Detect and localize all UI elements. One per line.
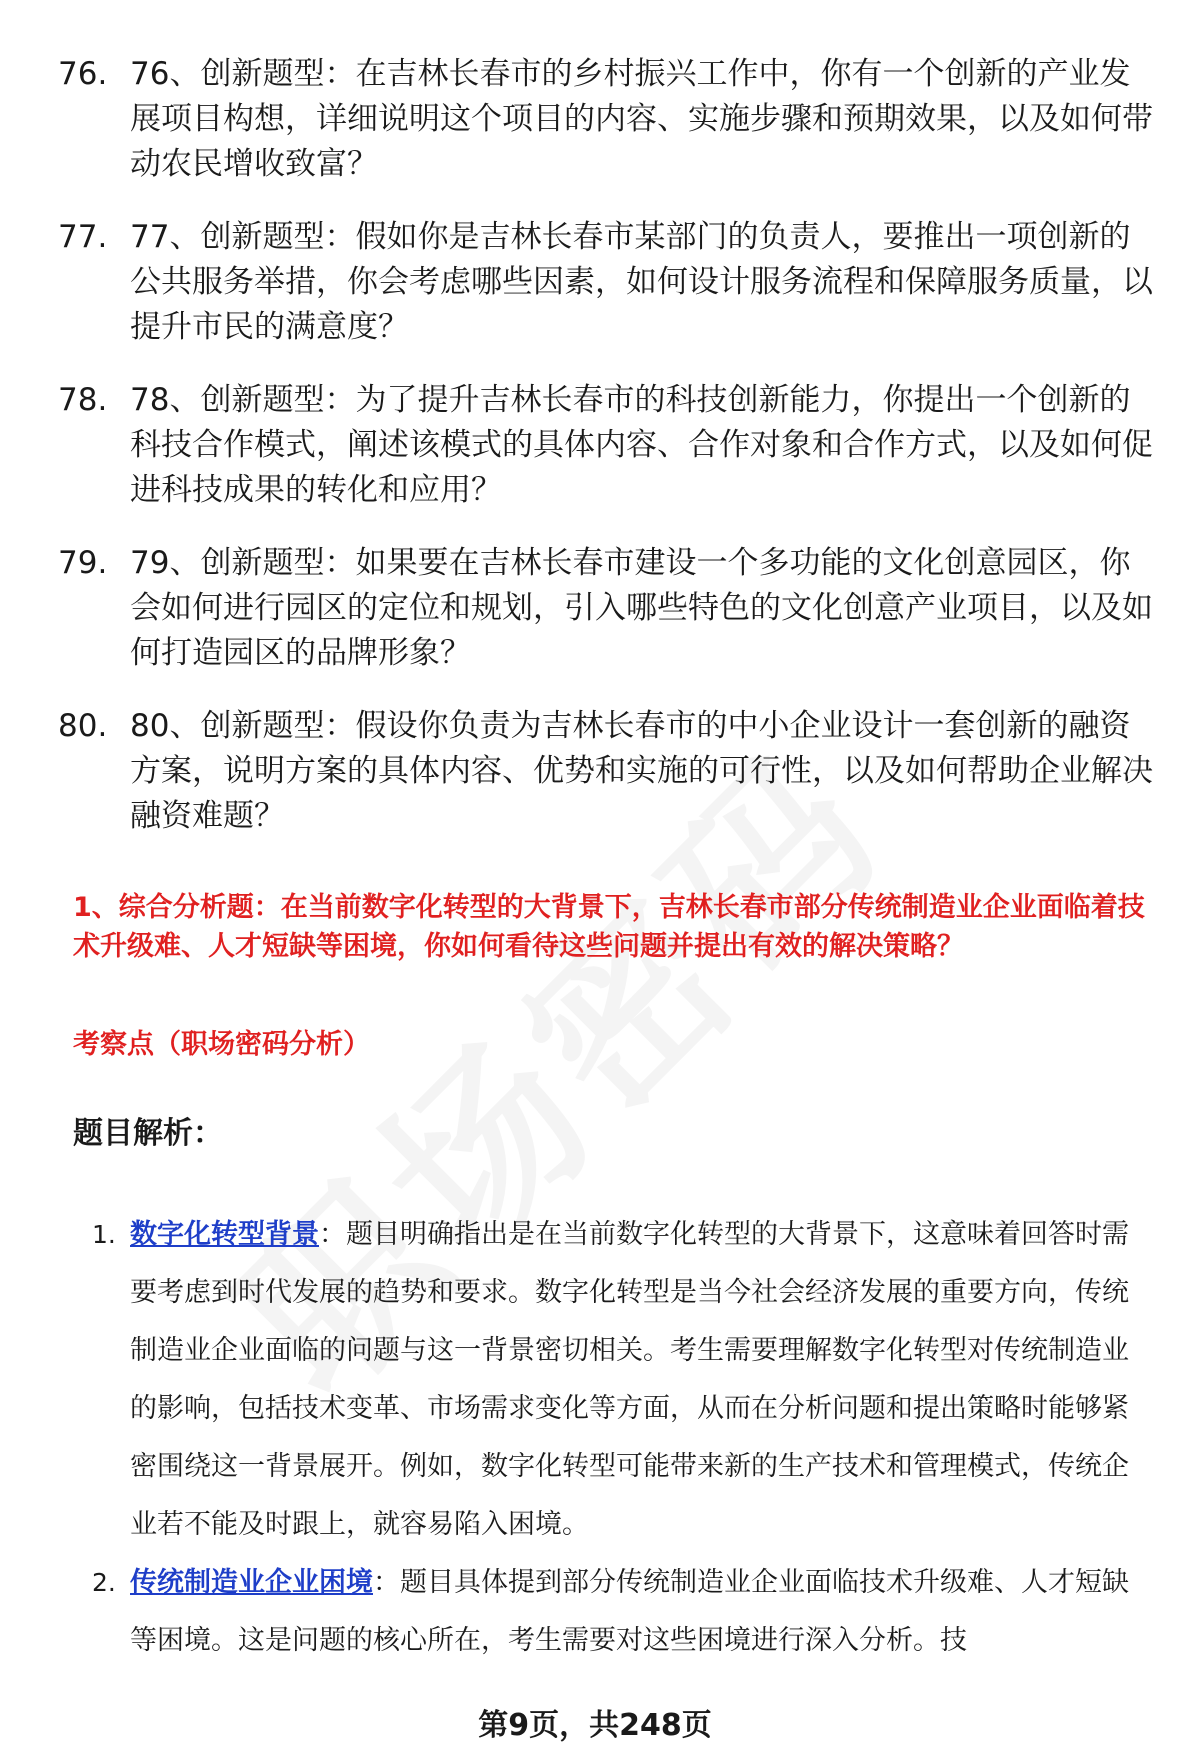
question-number: 77. [58,219,108,255]
analysis-body: ：题目具体提到部分传统制造业企业面临技术升级难、人才短缺等困境。这是问题的核心所在，考生需要对这些困境进行深入分析。技 [130,1567,1129,1656]
question-item [58,541,1158,676]
analysis-keyword-link[interactable]: 数字化转型背景 [130,1219,319,1250]
exam-point: 考察点（职场密码分析） [73,1029,370,1060]
question-number: 78. [58,382,108,418]
analysis-text [130,1554,1154,1670]
question-text: 76、创新题型：在吉林长春市的乡村振兴工作中，你有一个创新的产业发展项目构想，详细说明这个项目的内容、实施步骤和预期效果，以及如何带动农民增收致富？ [130,56,1153,182]
analysis-number: 2. [92,1568,116,1597]
question-text: 77、创新题型：假如你是吉林长春市某部门的负责人，要推出一项创新的公共服务举措，你会考虑哪些因素，如何设计服务流程和保障服务质量，以提升市民的满意度？ [130,219,1153,345]
question-number: 79. [58,545,108,581]
question-number: 80. [58,708,108,744]
analysis-text [130,1206,1154,1554]
question-number: 76. [58,56,108,92]
comprehensive-question: 1、综合分析题：在当前数字化转型的大背景下，吉林长春市部分传统制造业企业面临着技术升级难、人才短缺等困境，你如何看待这些问题并提出有效的解决策略？ [73,892,1145,962]
question-item [58,704,1158,839]
question-item [58,52,1158,187]
question-item [58,215,1158,350]
analysis-number: 1. [92,1220,116,1249]
analysis-item [92,1206,1154,1554]
analysis-item [92,1554,1154,1670]
question-text: 80、创新题型：假设你负责为吉林长春市的中小企业设计一套创新的融资方案，说明方案的具体内容、优势和实施的可行性，以及如何帮助企业解决融资难题？ [130,708,1153,834]
analysis-body: ：题目明确指出是在当前数字化转型的大背景下，这意味着回答时需要考虑到时代发展的趋势和要求。数字化转型是当今社会经济发展的重要方向，传统制造业企业面临的问题与这一背景密切相关。考生需要理解数字化转型对传统制造业的影响，包括技术变革、市场需求变化等方面，从而在分析问题和提出策略时能够紧密围绕这一背景展开。例如，数字化转型可能带来新的生产技术和管理模式，传统企业若不能及时跟上，就容易陷入困境。 [130,1219,1129,1540]
page-footer: 第9页，共248页 [478,1708,712,1743]
question-text: 79、创新题型：如果要在吉林长春市建设一个多功能的文化创意园区，你会如何进行园区的定位和规划，引入哪些特色的文化创意产业项目，以及如何打造园区的品牌形象？ [130,545,1153,671]
analysis-heading: 题目解析： [73,1116,223,1151]
analysis-list [92,1206,1154,1670]
question-text: 78、创新题型：为了提升吉林长春市的科技创新能力，你提出一个创新的科技合作模式，阐述该模式的具体内容、合作对象和合作方式，以及如何促进科技成果的转化和应用？ [130,382,1153,508]
question-list [58,52,1158,867]
analysis-keyword-link[interactable]: 传统制造业企业困境 [130,1567,373,1598]
question-item [58,378,1158,513]
